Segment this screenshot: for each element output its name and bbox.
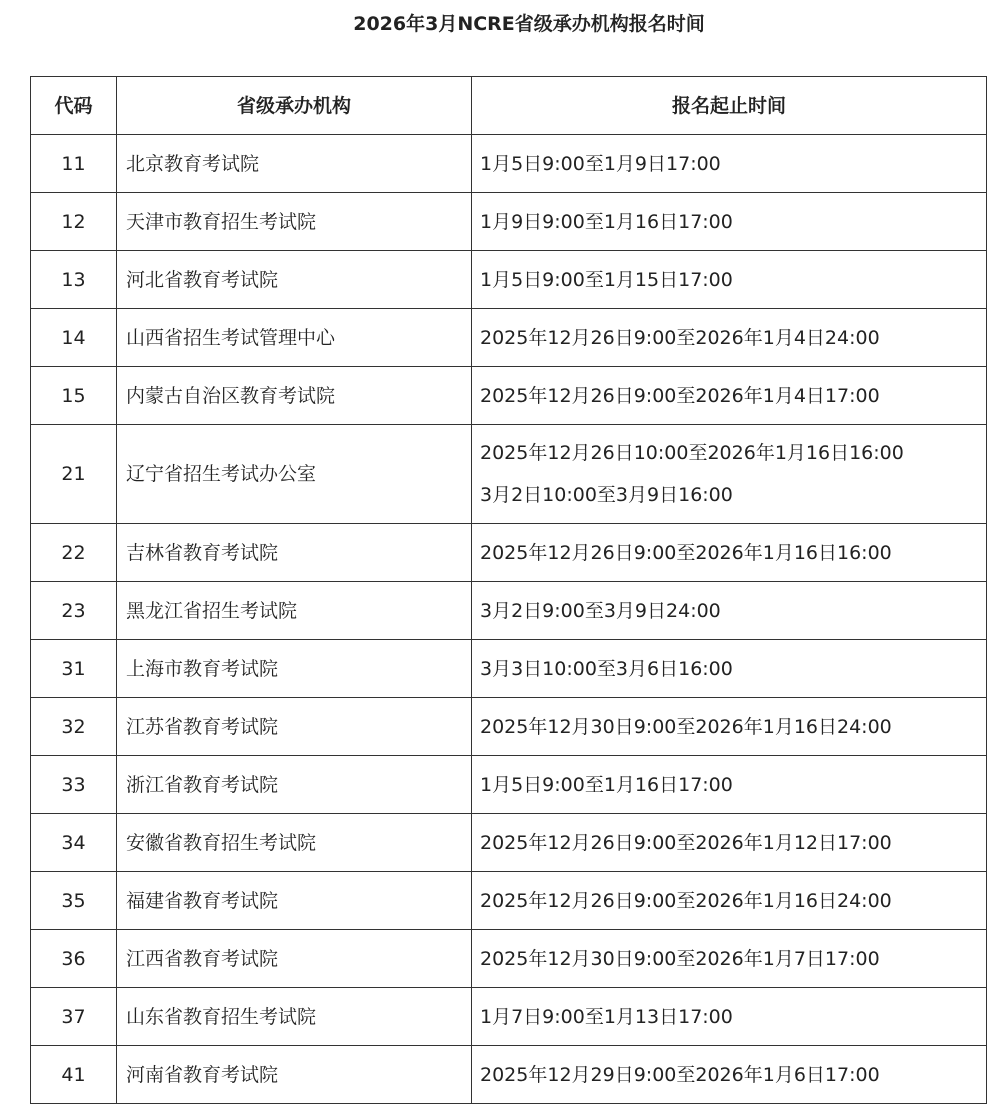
table-row: [31, 524, 987, 582]
row-code: 32: [31, 698, 117, 756]
row-code: 41: [31, 1046, 117, 1104]
header-org: 省级承办机构: [117, 77, 472, 135]
row-organization: 河北省教育考试院: [117, 251, 472, 309]
table-row: [31, 251, 987, 309]
registration-period: 2025年12月30日9:00至2026年1月7日17:00: [480, 947, 880, 970]
registration-period: 1月7日9:00至1月13日17:00: [480, 1005, 733, 1028]
row-organization: 江西省教育考试院: [117, 930, 472, 988]
row-registration-time: [472, 872, 987, 930]
row-organization: 内蒙古自治区教育考试院: [117, 367, 472, 425]
table-row: [31, 135, 987, 193]
table-row: [31, 930, 987, 988]
registration-period: 1月5日9:00至1月9日17:00: [480, 152, 721, 175]
table-row: [31, 814, 987, 872]
row-organization: 黑龙江省招生考试院: [117, 582, 472, 640]
row-organization: 山东省教育招生考试院: [117, 988, 472, 1046]
row-code: 34: [31, 814, 117, 872]
row-organization: 天津市教育招生考试院: [117, 193, 472, 251]
page-title: 2026年3月NCRE省级承办机构报名时间: [353, 13, 705, 35]
registration-period: 2025年12月26日9:00至2026年1月4日24:00: [480, 326, 880, 349]
row-organization: 北京教育考试院: [117, 135, 472, 193]
table-row: [31, 872, 987, 930]
table-row: [31, 1046, 987, 1104]
registration-period: 3月3日10:00至3月6日16:00: [480, 657, 733, 680]
row-registration-time: [472, 251, 987, 309]
table-header-row: [31, 77, 987, 135]
row-code: 23: [31, 582, 117, 640]
registration-period: 3月2日9:00至3月9日24:00: [480, 599, 721, 622]
row-code: 12: [31, 193, 117, 251]
row-registration-time: [472, 309, 987, 367]
table-row: [31, 756, 987, 814]
row-registration-time: [472, 425, 987, 524]
row-code: 37: [31, 988, 117, 1046]
row-code: 21: [31, 425, 117, 524]
registration-period: 2025年12月26日9:00至2026年1月16日16:00: [480, 541, 892, 564]
row-registration-time: [472, 193, 987, 251]
row-registration-time: [472, 1046, 987, 1104]
row-registration-time: [472, 582, 987, 640]
row-organization: 江苏省教育考试院: [117, 698, 472, 756]
row-code: 22: [31, 524, 117, 582]
table-row: [31, 309, 987, 367]
registration-period: 2025年12月26日9:00至2026年1月16日24:00: [480, 889, 892, 912]
row-registration-time: [472, 135, 987, 193]
table-row: [31, 988, 987, 1046]
header-code: 代码: [31, 77, 117, 135]
row-organization: 安徽省教育招生考试院: [117, 814, 472, 872]
row-organization: 浙江省教育考试院: [117, 756, 472, 814]
registration-period: 2025年12月29日9:00至2026年1月6日17:00: [480, 1063, 880, 1086]
row-organization: 吉林省教育考试院: [117, 524, 472, 582]
registration-period: 1月5日9:00至1月16日17:00: [480, 773, 733, 796]
row-registration-time: [472, 698, 987, 756]
table-row: [31, 582, 987, 640]
header-time: 报名起止时间: [472, 77, 987, 135]
row-code: 11: [31, 135, 117, 193]
row-registration-time: [472, 367, 987, 425]
registration-period: 2025年12月26日9:00至2026年1月4日17:00: [480, 384, 880, 407]
row-code: 14: [31, 309, 117, 367]
row-registration-time: [472, 814, 987, 872]
table-row: [31, 193, 987, 251]
row-organization: 福建省教育考试院: [117, 872, 472, 930]
registration-schedule-table: [30, 76, 987, 1104]
row-code: 35: [31, 872, 117, 930]
row-organization: 辽宁省招生考试办公室: [117, 425, 472, 524]
row-code: 13: [31, 251, 117, 309]
registration-period: 2025年12月26日9:00至2026年1月12日17:00: [480, 831, 892, 854]
registration-period: 2025年12月26日10:00至2026年1月16日16:00: [480, 442, 904, 464]
table-row: [31, 640, 987, 698]
row-registration-time: [472, 640, 987, 698]
row-organization: 山西省招生考试管理中心: [117, 309, 472, 367]
row-registration-time: [472, 930, 987, 988]
row-registration-time: [472, 988, 987, 1046]
table-row: [31, 698, 987, 756]
registration-period: 2025年12月30日9:00至2026年1月16日24:00: [480, 715, 892, 738]
row-code: 15: [31, 367, 117, 425]
table-row: [31, 367, 987, 425]
row-organization: 上海市教育考试院: [117, 640, 472, 698]
row-registration-time: [472, 756, 987, 814]
registration-period: 1月9日9:00至1月16日17:00: [480, 210, 733, 233]
registration-period: 1月5日9:00至1月15日17:00: [480, 268, 733, 291]
table-row: [31, 425, 987, 524]
registration-period: 3月2日10:00至3月9日16:00: [480, 484, 733, 506]
table-body: [31, 135, 987, 1104]
row-registration-time: [472, 524, 987, 582]
row-code: 33: [31, 756, 117, 814]
row-organization: 河南省教育考试院: [117, 1046, 472, 1104]
row-code: 36: [31, 930, 117, 988]
row-code: 31: [31, 640, 117, 698]
